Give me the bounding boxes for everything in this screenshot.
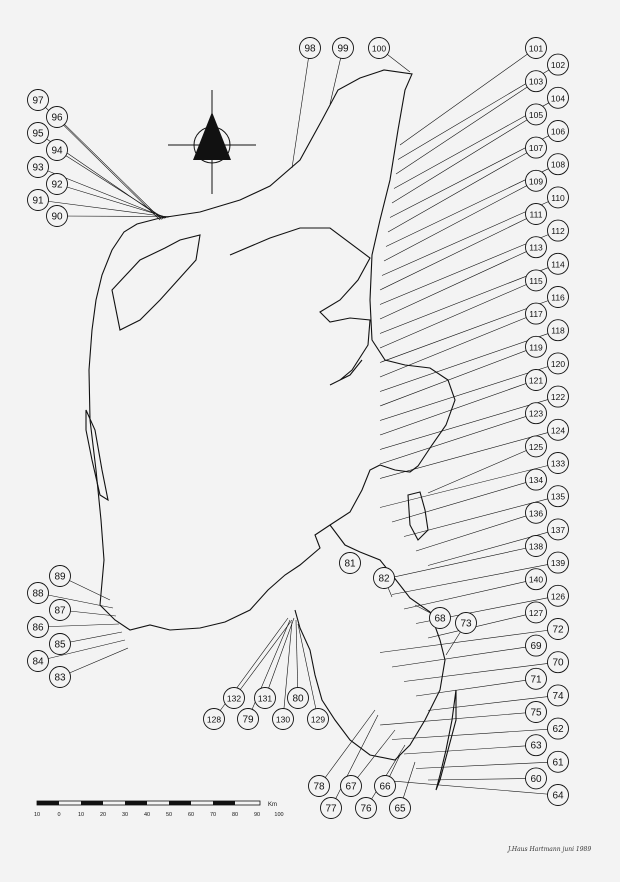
scale-tick-label: 70 xyxy=(209,812,217,818)
site-label-number: 112 xyxy=(551,226,565,237)
leader-line xyxy=(380,347,536,406)
site-label-number: 87 xyxy=(54,605,66,617)
north-arrow-icon xyxy=(168,90,256,194)
signature: J.Haus Hartmann juni 1989 xyxy=(508,846,592,853)
scale-tick-label: 40 xyxy=(143,812,151,818)
site-label-60 xyxy=(526,768,547,789)
site-label-number: 114 xyxy=(551,259,565,270)
site-label-124 xyxy=(548,419,569,440)
site-label-64 xyxy=(548,785,569,806)
site-label-118 xyxy=(548,320,569,341)
site-label-114 xyxy=(548,253,569,274)
site-label-129 xyxy=(308,709,329,730)
site-label-number: 107 xyxy=(528,143,544,154)
site-label-number: 103 xyxy=(528,76,544,87)
site-label-113 xyxy=(526,237,547,258)
site-label-90 xyxy=(47,206,68,227)
site-label-number: 98 xyxy=(304,43,316,55)
site-label-number: 100 xyxy=(371,43,387,54)
leader-line xyxy=(296,620,298,698)
site-label-number: 68 xyxy=(434,613,446,625)
scale-tick-label: 90 xyxy=(253,812,261,818)
site-label-75 xyxy=(526,702,547,723)
site-label-108 xyxy=(548,154,569,175)
site-label-88 xyxy=(28,583,49,604)
site-label-number: 99 xyxy=(337,43,349,55)
site-label-number: 60 xyxy=(530,773,542,785)
leader-line xyxy=(234,620,292,698)
site-label-110 xyxy=(548,187,569,208)
site-label-136 xyxy=(526,502,547,523)
site-label-70 xyxy=(548,652,569,673)
site-label-107 xyxy=(526,137,547,158)
site-label-number: 109 xyxy=(528,176,544,187)
site-label-number: 116 xyxy=(551,292,565,303)
scale-tick-label: 80 xyxy=(231,812,239,818)
site-label-number: 128 xyxy=(206,714,222,725)
site-label-number: 82 xyxy=(378,573,390,585)
site-label-number: 70 xyxy=(552,657,564,669)
leader-line xyxy=(380,546,536,580)
site-label-number: 73 xyxy=(460,618,472,630)
leader-line xyxy=(380,380,536,435)
leader-line xyxy=(380,314,536,377)
site-label-123 xyxy=(526,403,547,424)
site-label-number: 132 xyxy=(226,693,242,704)
site-label-109 xyxy=(526,170,547,191)
site-label-91 xyxy=(28,190,49,211)
leader-line xyxy=(416,679,536,696)
site-label-number: 62 xyxy=(552,724,564,736)
site-label-number: 122 xyxy=(550,392,566,403)
site-labels xyxy=(28,38,569,819)
site-label-65 xyxy=(390,798,411,819)
site-label-number: 118 xyxy=(551,325,565,336)
leader-line xyxy=(380,712,536,725)
site-label-135 xyxy=(548,486,569,507)
site-label-number: 117 xyxy=(529,309,543,320)
leader-line xyxy=(38,593,113,608)
site-label-number: 136 xyxy=(528,508,544,519)
site-label-number: 119 xyxy=(529,342,543,353)
site-label-72 xyxy=(548,619,569,640)
leader-line xyxy=(392,114,536,203)
site-label-number: 83 xyxy=(54,672,66,684)
site-label-number: 89 xyxy=(54,571,66,583)
site-label-73 xyxy=(456,613,477,634)
site-label-76 xyxy=(356,798,377,819)
site-label-number: 63 xyxy=(530,740,542,752)
scale-tick-label: 60 xyxy=(187,812,195,818)
site-label-number: 80 xyxy=(292,693,304,705)
site-label-116 xyxy=(548,287,569,308)
site-label-61 xyxy=(548,751,569,772)
site-label-number: 69 xyxy=(530,641,542,653)
site-label-number: 130 xyxy=(275,714,291,725)
site-label-120 xyxy=(548,353,569,374)
site-label-86 xyxy=(28,617,49,638)
site-label-number: 129 xyxy=(310,714,326,725)
site-label-102 xyxy=(548,54,569,75)
site-label-number: 61 xyxy=(552,757,564,769)
leader-line xyxy=(57,216,171,217)
site-label-number: 95 xyxy=(32,128,44,140)
site-label-number: 123 xyxy=(528,408,544,419)
site-label-number: 124 xyxy=(550,425,566,436)
site-label-number: 64 xyxy=(552,790,564,802)
site-label-number: 108 xyxy=(550,159,566,170)
site-label-106 xyxy=(548,121,569,142)
leader-line xyxy=(404,579,536,609)
site-label-87 xyxy=(50,600,71,621)
site-label-77 xyxy=(321,798,342,819)
site-label-103 xyxy=(526,71,547,92)
site-label-number: 90 xyxy=(51,211,63,223)
site-label-number: 138 xyxy=(528,541,544,552)
site-label-128 xyxy=(204,709,225,730)
leader-line xyxy=(38,624,119,627)
leader-line xyxy=(60,648,128,677)
site-label-66 xyxy=(375,776,396,797)
leader-line xyxy=(380,280,536,348)
site-label-121 xyxy=(526,370,547,391)
site-label-133 xyxy=(548,453,569,474)
site-label-74 xyxy=(548,685,569,706)
site-label-number: 104 xyxy=(550,93,566,104)
site-label-80 xyxy=(288,688,309,709)
site-label-126 xyxy=(548,585,569,606)
site-label-number: 134 xyxy=(528,475,544,486)
site-label-number: 113 xyxy=(529,242,543,253)
site-label-131 xyxy=(255,688,276,709)
site-label-number: 133 xyxy=(550,458,566,469)
site-label-number: 135 xyxy=(550,491,566,502)
site-label-number: 86 xyxy=(32,622,44,634)
site-label-96 xyxy=(47,107,68,128)
site-label-number: 79 xyxy=(242,714,254,726)
site-label-number: 111 xyxy=(529,209,543,220)
leader-line xyxy=(404,745,536,754)
site-label-number: 75 xyxy=(530,707,542,719)
site-label-number: 115 xyxy=(529,275,543,286)
site-label-number: 120 xyxy=(550,358,566,369)
site-label-number: 92 xyxy=(51,179,63,191)
site-label-number: 127 xyxy=(528,607,544,618)
site-label-number: 139 xyxy=(550,558,566,569)
site-label-140 xyxy=(526,569,547,590)
site-label-139 xyxy=(548,552,569,573)
site-label-97 xyxy=(28,90,49,111)
site-label-71 xyxy=(526,668,547,689)
scale-tick-label: 0 xyxy=(57,812,61,818)
leader-line xyxy=(428,446,536,493)
site-label-115 xyxy=(526,270,547,291)
site-label-94 xyxy=(47,140,68,161)
site-label-137 xyxy=(548,519,569,540)
site-label-127 xyxy=(526,602,547,623)
site-label-125 xyxy=(526,436,547,457)
site-label-63 xyxy=(526,735,547,756)
scale-tick-label: 20 xyxy=(99,812,107,818)
site-label-number: 67 xyxy=(345,781,357,793)
site-label-number: 102 xyxy=(550,60,566,71)
scale-tick-label: 50 xyxy=(165,812,173,818)
leader-line xyxy=(416,513,536,551)
site-label-number: 121 xyxy=(528,375,544,386)
site-label-number: 106 xyxy=(550,126,566,137)
site-label-number: 65 xyxy=(394,803,406,815)
site-label-number: 88 xyxy=(32,588,44,600)
site-label-number: 110 xyxy=(551,192,565,203)
site-label-82 xyxy=(374,568,395,589)
leader-line xyxy=(428,778,536,780)
site-label-number: 93 xyxy=(32,162,44,174)
site-label-number: 91 xyxy=(32,195,44,207)
site-label-number: 97 xyxy=(32,95,44,107)
leader-line xyxy=(392,646,536,667)
leader-line xyxy=(400,48,536,145)
site-label-number: 66 xyxy=(379,781,391,793)
site-label-111 xyxy=(526,204,547,225)
site-label-89 xyxy=(50,566,71,587)
site-label-138 xyxy=(526,536,547,557)
leader-line xyxy=(380,247,536,319)
scale-tick-label: 100 xyxy=(274,812,284,818)
site-label-79 xyxy=(238,709,259,730)
site-label-number: 76 xyxy=(360,803,372,815)
site-label-85 xyxy=(50,634,71,655)
site-label-68 xyxy=(430,608,451,629)
site-label-130 xyxy=(273,709,294,730)
site-label-95 xyxy=(28,123,49,144)
leader-line xyxy=(292,48,310,168)
site-label-93 xyxy=(28,157,49,178)
site-label-99 xyxy=(333,38,354,59)
leader-line xyxy=(57,117,162,220)
site-label-92 xyxy=(47,174,68,195)
site-label-84 xyxy=(28,651,49,672)
site-label-104 xyxy=(548,87,569,108)
leader-line xyxy=(57,184,168,218)
leader-line xyxy=(392,480,536,522)
scale-unit: Km xyxy=(268,802,277,808)
leader-line xyxy=(57,150,165,219)
site-label-number: 84 xyxy=(32,656,44,668)
site-label-132 xyxy=(224,688,245,709)
site-label-122 xyxy=(548,386,569,407)
site-label-112 xyxy=(548,220,569,241)
site-label-number: 72 xyxy=(552,624,564,636)
site-label-number: 71 xyxy=(530,674,542,686)
site-label-number: 74 xyxy=(552,690,564,702)
site-label-134 xyxy=(526,469,547,490)
scale-tick-label: 10 xyxy=(77,812,85,818)
site-label-number: 85 xyxy=(54,639,66,651)
site-label-119 xyxy=(526,336,547,357)
site-label-101 xyxy=(526,38,547,59)
site-label-83 xyxy=(50,667,71,688)
site-label-number: 125 xyxy=(528,441,544,452)
site-label-number: 77 xyxy=(325,803,337,815)
site-label-number: 126 xyxy=(550,591,566,602)
site-label-69 xyxy=(526,635,547,656)
scale-bar xyxy=(34,801,284,818)
site-label-number: 78 xyxy=(313,781,325,793)
site-label-number: 81 xyxy=(344,558,356,570)
site-label-117 xyxy=(526,303,547,324)
site-label-105 xyxy=(526,104,547,125)
site-label-100 xyxy=(369,38,390,59)
site-label-number: 140 xyxy=(528,574,544,585)
scale-tick-label: 30 xyxy=(121,812,129,818)
leader-line xyxy=(380,214,536,290)
site-label-number: 137 xyxy=(550,524,566,535)
site-label-67 xyxy=(341,776,362,797)
site-label-78 xyxy=(309,776,330,797)
site-label-number: 131 xyxy=(257,693,273,704)
site-label-number: 96 xyxy=(51,112,63,124)
site-label-62 xyxy=(548,718,569,739)
site-label-number: 101 xyxy=(528,43,544,54)
site-label-98 xyxy=(300,38,321,59)
site-label-81 xyxy=(340,553,361,574)
site-label-number: 105 xyxy=(528,109,544,120)
site-label-number: 94 xyxy=(51,145,63,157)
scale-tick-label: 10 xyxy=(33,812,41,818)
